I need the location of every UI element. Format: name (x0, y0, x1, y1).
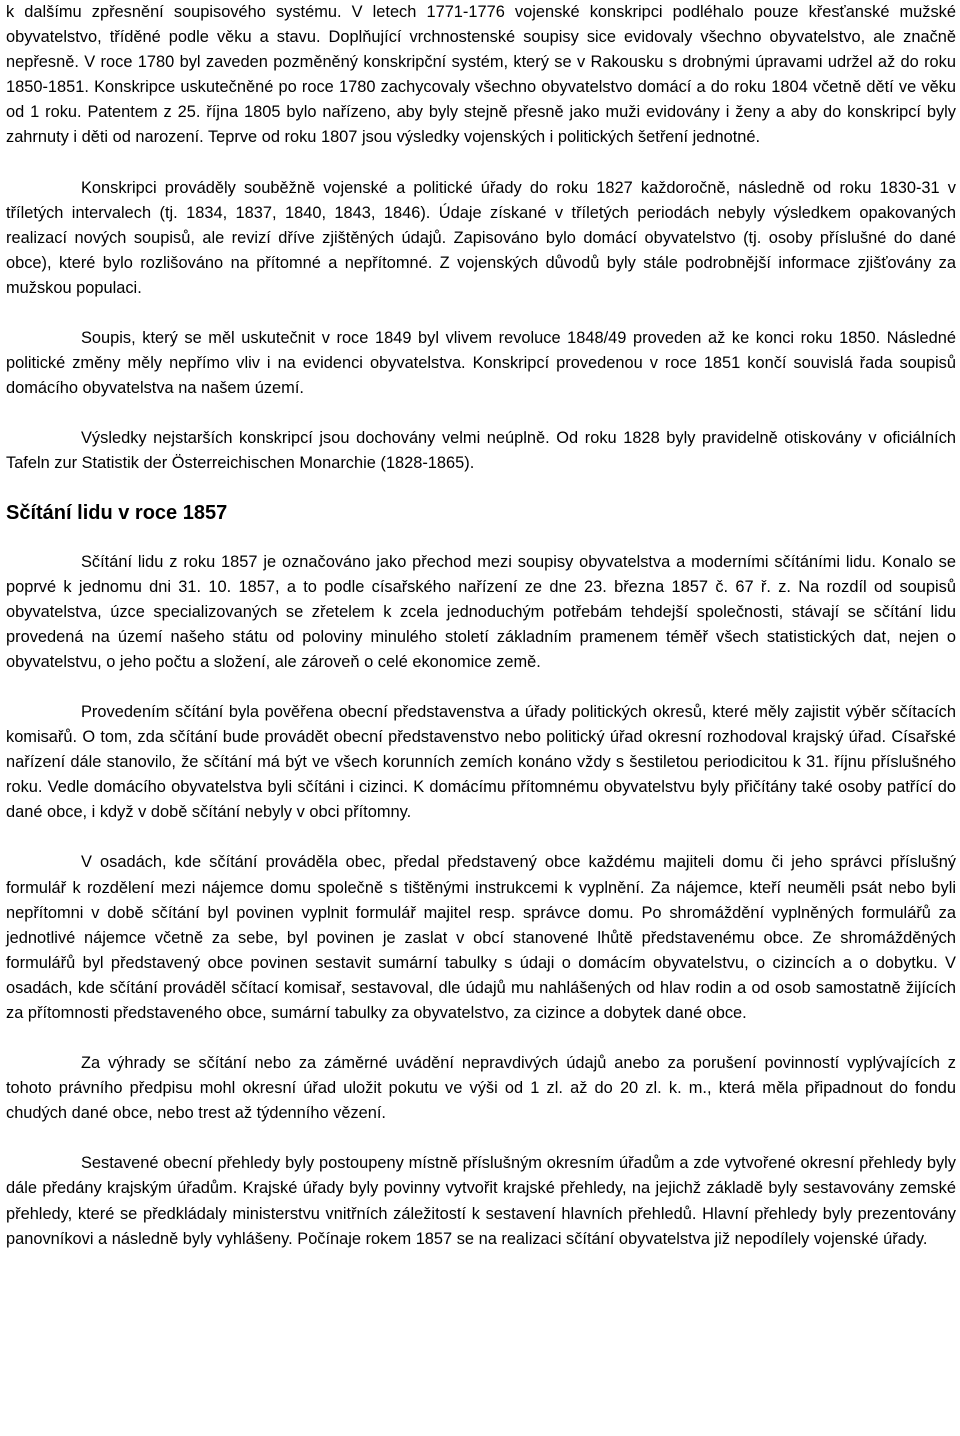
paragraph-provedeni-scitani: Provedením sčítání byla pověřena obecní představenstva a úřady politických okresů, které měly zajistit výběr sčítacích komisařů. O tom, zda sčítání bude provádět obecní představenstvo nebo politický úřad okresní rozhodoval krajský úřad. Císařské nařízení dále stanovilo, že sčítání má být ve všech korunních zemích konáno vždy s šestiletou periodicitou k 31. říjnu příslušného roku. Vedle domácího obyvatelstva byli sčítáni i cizinci. K domácímu přítomnému obyvatelstvu byly přičítány také osoby patřící do dané obce, i když v době sčítání nebyly v obci přítomny. (6, 702, 956, 822)
paragraph-prehledy: Sestavené obecní přehledy byly postoupeny místně příslušným okresním úřadům a zde vytvořené okresní přehledy byly dále předány krajským úřadům. Krajské úřady byly povinny vytvořit krajské přehledy, na jejichž základě byly sestavovány zemské přehledy, které se předkládaly ministerstvu vnitřních záležitostí k sestavení hlavních přehledů. Hlavní přehledy byly prezentovány panovníkovi a následně byly vyhlášeny. Počínaje rokem 1857 se na realizaci sčítání obyvatelstva již nepodílely vojenské úřady. (6, 1154, 956, 1248)
paragraph-vysledky-konskripci: Výsledky nejstarších konskripcí jsou dochovány velmi neúplně. Od roku 1828 byly pravidelně otiskovány v oficiálních Tafeln zur Statistik der Österreichischen Monarchie (1828-1865). (6, 429, 956, 473)
paragraph-pokuty: Za výhrady se sčítání nebo za záměrné uvádění nepravdivých údajů anebo za porušení povinností vyplývajících z tohoto právního předpisu mohl okresní úřad uložit pokutu ve výši od 1 zl. až do 20 zl. k. m., která měla připadnout do fondu chudých dané obce, nebo trest až týdenního vězení. (6, 1054, 956, 1123)
paragraph-konskripce-continuation: k dalšímu zpřesnění soupisového systému. V letech 1771-1776 vojenské konskripci podléhalo pouze křesťanské mužské obyvatelstvo, tříděné podle věku a stavu. Doplňující vrchnostenské soupisy sice evidovaly všechno obyvatelstvo, ale značně nepřesně. V roce 1780 byl zaveden pozměněný konskripční systém, který se v Rakousku s drobnými úpravami udržel až do roku 1850-1851. Konskripce uskutečněné po roce 1780 zachycovaly všechno obyvatelstvo domácí a do roku 1804 včetně dětí ve věku od 1 roku. Patentem z 25. října 1805 bylo nařízeno, aby byly stejně přesně jako muži evidovány i ženy a aby do konskripcí byly zahrnuty i děti od narození. Teprve od roku 1807 jsou výsledky vojenských i politických šetření jednotné. (6, 3, 956, 147)
document-page (6, 0, 956, 1252)
paragraph-konskripce-intervals: Konskripci prováděly souběžně vojenské a politické úřady do roku 1827 každoročně, následně od roku 1830-31 v tříletých intervalech (tj. 1834, 1837, 1840, 1843, 1846). Údaje získané v tříletých periodách nebyly výsledkem opakovaných realizací nových soupisů, ale revizí dříve zjištěných údajů. Zapisováno bylo domácí obyvatelstvo (tj. osoby příslušné do dané obce), které bylo rozlišováno na přítomné a nepřítomné. Z vojenských důvodů byly stále podrobnější informace zjišťovány za mužskou populaci. (6, 178, 956, 297)
paragraph-soupis-1849: Soupis, který se měl uskutečnit v roce 1849 byl vlivem revoluce 1848/49 proveden až ke konci roku 1850. Následné politické změny měly nepřímo vliv i na evidenci obyvatelstva. Konskripcí provedenou v roce 1851 končí souvislá řada soupisů domácího obyvatelstva na našem území. (6, 329, 956, 398)
paragraph-osady: V osadách, kde sčítání prováděla obec, předal představený obce každému majiteli domu či jeho správci příslušný formulář k rozdělení mezi nájemce domu společně s tištěnými instrukcemi k vyplnění. Za nájemce, kteří neuměli psát nebo byli nepřítomni v době sčítání byl povinen vyplnit formulář majitel resp. správce domu. Po shromáždění vyplněných formulářů za jednotlivé nájemce včetně za sebe, byl povinen je zaslat v obcí stanovené lhůtě představenému obce. Ze shromážděných formulářů byl představený obce povinen sestavit sumární tabulky s údaji o domácím obyvatelstvu, o cizincích a o dobytku. V osadách, kde sčítání prováděl sčítací komisař, sestavoval, dle údajů mu nahlášených od hlav rodin a od osob samostatně žijících za přítomnosti představeného obce, sumární tabulky za obyvatelstvo, za cizince a dobytek dané obce. (6, 853, 956, 1022)
paragraph-scitani-1857: Sčítání lidu z roku 1857 je označováno jako přechod mezi soupisy obyvatelstva a moderními sčítáními lidu. Konalo se poprvé k jednomu dni 31. 10. 1857, a to podle císařského nařízení ze dne 23. března 1857 č. 67 ř. z. Na rozdíl od soupisů obyvatelstva, úzce specializovaných se zřetelem k zcela jednoduchým potřebám tehdejší společnosti, stávají se sčítání lidu provedená na území našeho státu od poloviny minulého století základním pramenem téměř všech statistických dat, nejen o obyvatelstvu, o jeho počtu a složení, ale zároveň o celé ekonomice země. (6, 552, 956, 671)
section-heading: Sčítání lidu v roce 1857 (6, 501, 228, 524)
